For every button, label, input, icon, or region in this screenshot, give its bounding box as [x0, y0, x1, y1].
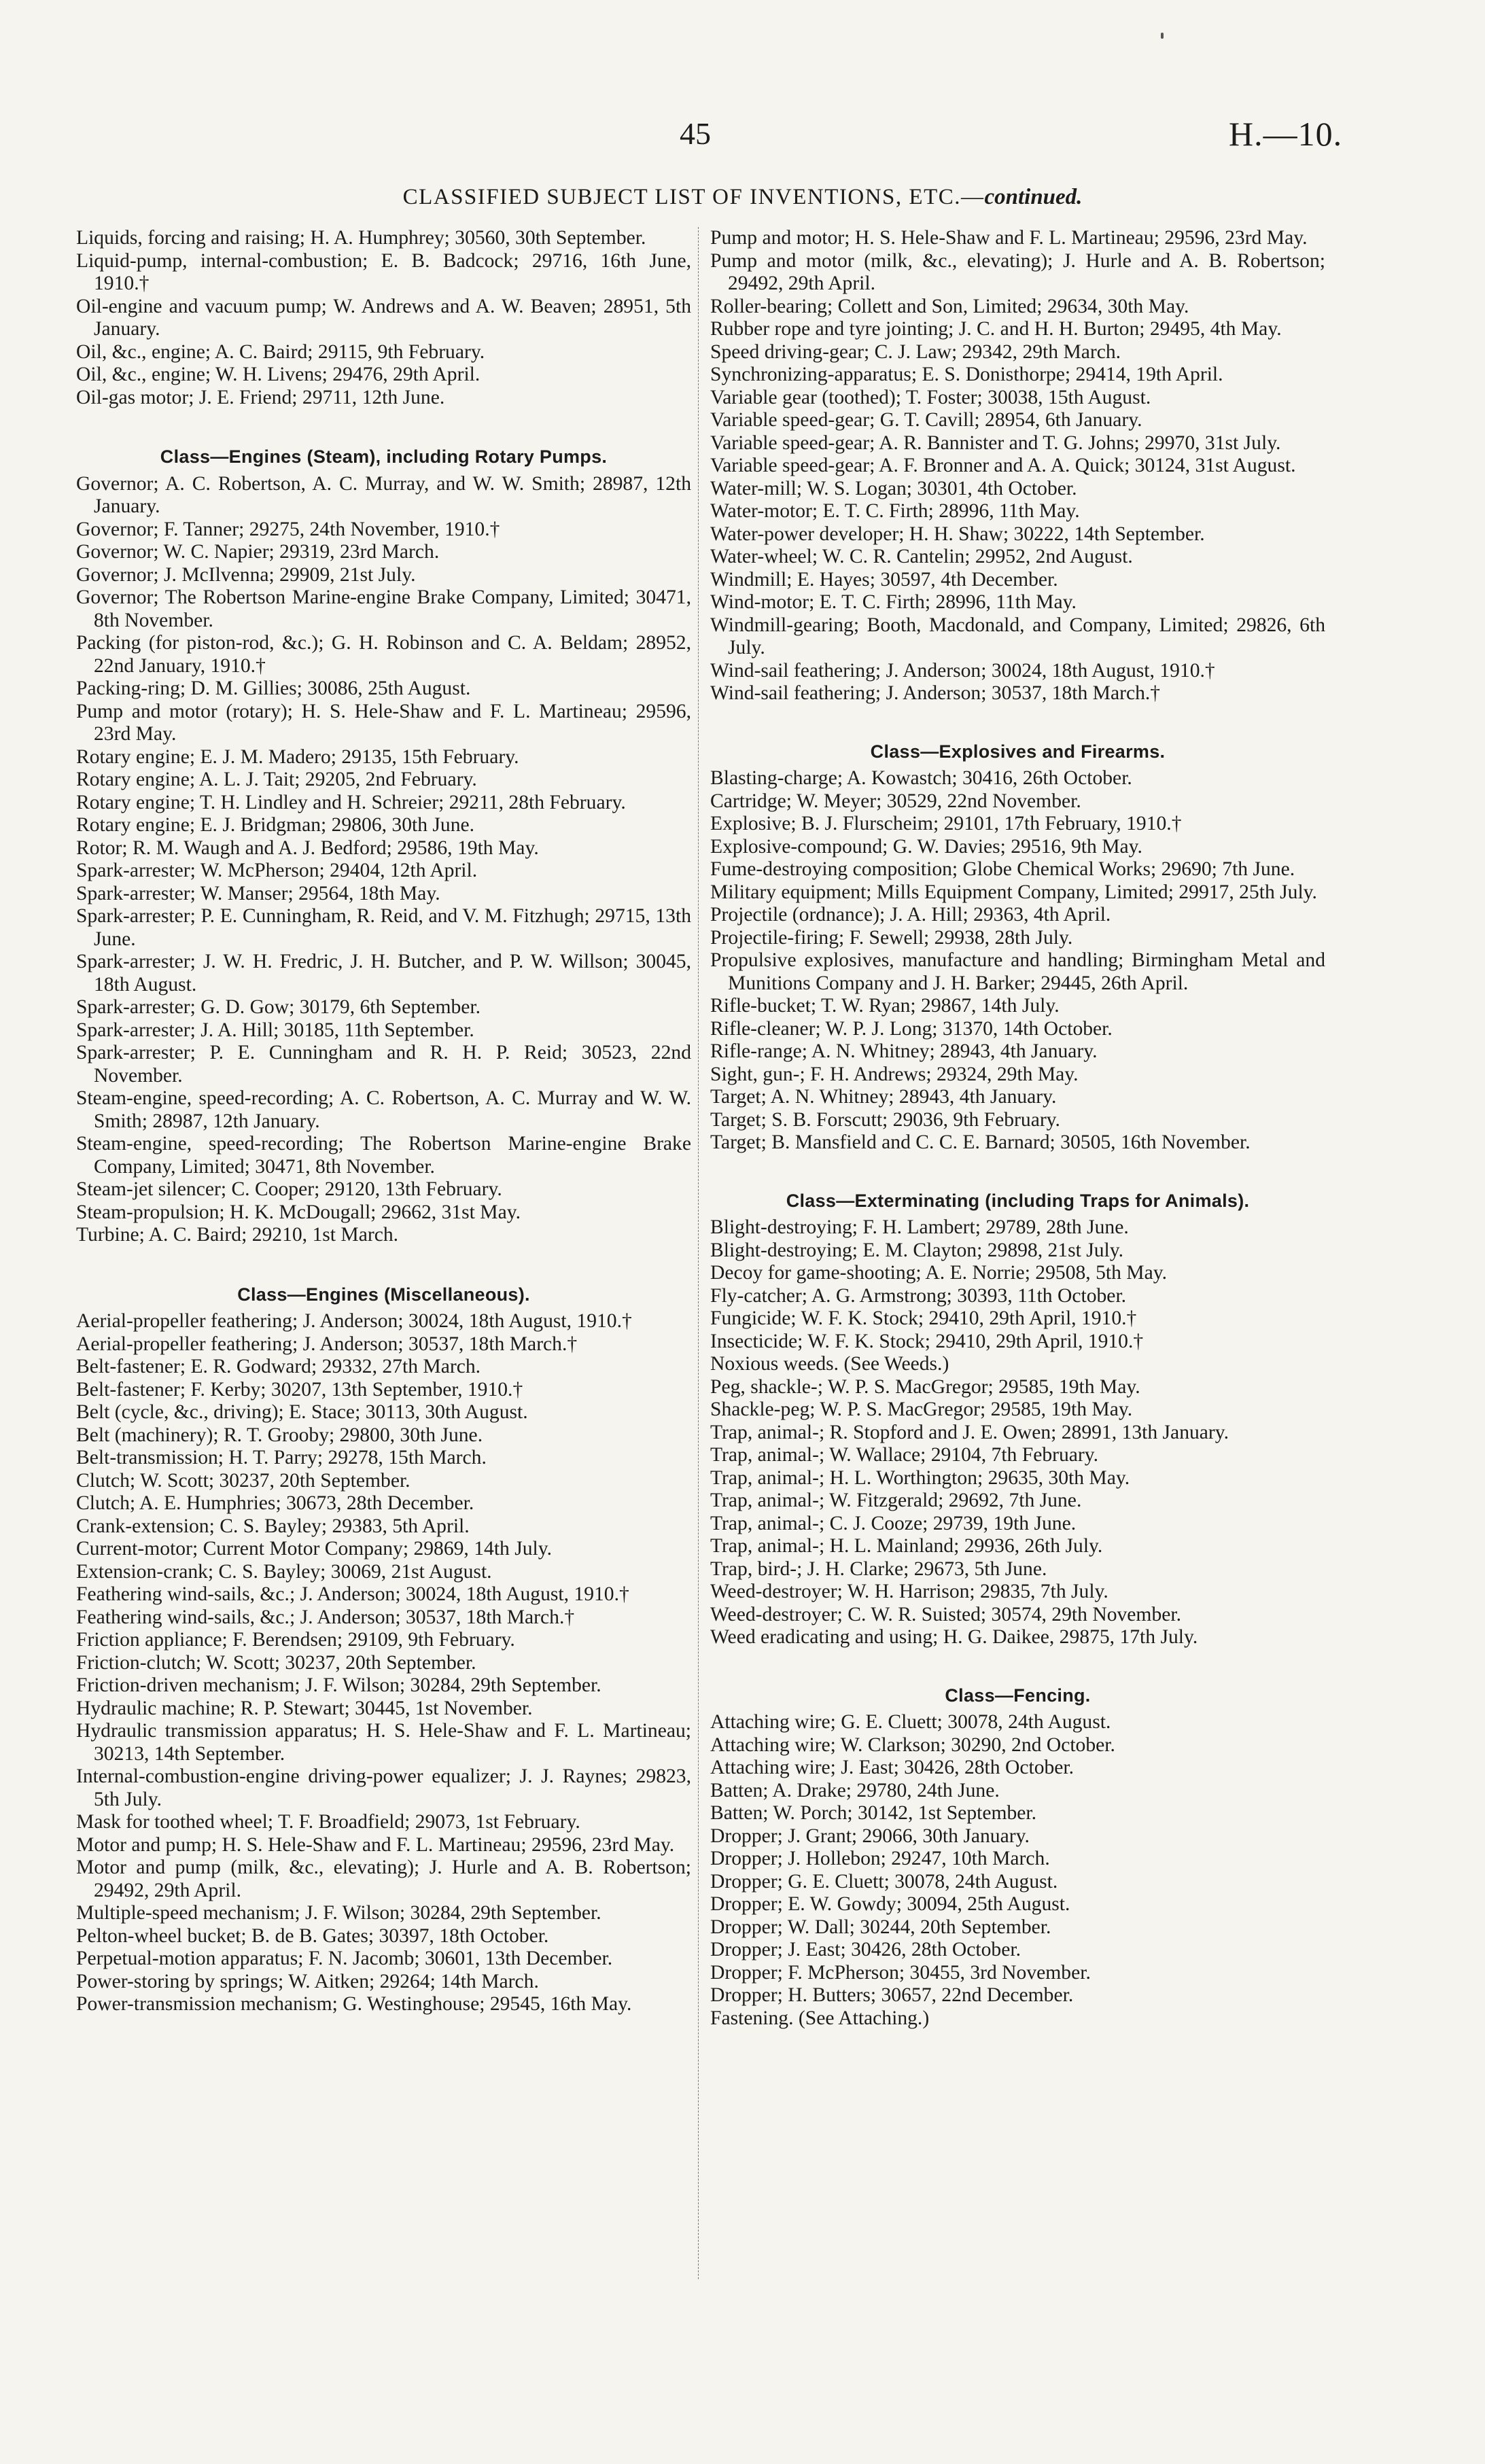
list-item: Oil-engine and vacuum pump; W. Andrews and A. W. Beaven; 28951, 5th January. — [76, 295, 691, 340]
list-item: Weed eradicating and using; H. G. Daikee, 29875, 17th July. — [710, 1626, 1198, 1648]
list-item: Windmill-gearing; Booth, Macdonald, and Company, Limited; 29826, 6th July. — [710, 614, 1325, 658]
list-item: Oil, &c., engine; A. C. Baird; 29115, 9th February. — [76, 340, 485, 363]
list-item: Fly-catcher; A. G. Armstrong; 30393, 11th October. — [710, 1284, 1127, 1307]
list-item: Rotary engine; E. J. M. Madero; 29135, 15th February. — [76, 745, 519, 768]
list-item: Projectile-firing; F. Sewell; 29938, 28th July. — [710, 926, 1073, 949]
list-item: Dropper; G. E. Cluett; 30078, 24th August. — [710, 1870, 1058, 1893]
fencing-list — [710, 1711, 1325, 2030]
list-item: Spark-arrester; W. McPherson; 29404, 12th April. — [76, 860, 478, 881]
list-item: Roller-bearing; Collett and Son, Limited; 29634, 30th May. — [710, 295, 1189, 317]
list-item: Fungicide; W. F. K. Stock; 29410, 29th April, 1910.† — [710, 1307, 1137, 1329]
engines-misc-list — [76, 1310, 691, 2016]
list-item: Rifle-cleaner; W. P. J. Long; 31370, 14th October. — [710, 1017, 1113, 1040]
list-item: Spark-arrester; P. E. Cunningham, R. Reid, and V. M. Fitzhugh; 29715, 13th June. — [76, 905, 691, 950]
list-item: Trap, animal-; W. Fitzgerald; 29692, 7th June. — [710, 1490, 1082, 1511]
list-item: Packing-ring; D. M. Gillies; 30086, 25th August. — [76, 677, 471, 699]
list-item: Belt (machinery); R. T. Grooby; 29800, 30th June. — [76, 1424, 483, 1446]
list-item: Governor; J. McIlvenna; 29909, 21st July. — [76, 563, 416, 586]
left-column — [76, 227, 691, 2016]
subtitle-continued: continued. — [984, 185, 1083, 209]
list-item: Perpetual-motion apparatus; F. N. Jacomb; 30601, 13th December. — [76, 1948, 613, 1969]
list-item: Weed-destroyer; C. W. R. Suisted; 30574, 29th November. — [710, 1603, 1181, 1625]
list-item: Synchronizing-apparatus; E. S. Donisthorpe; 29414, 19th April. — [710, 364, 1223, 385]
list-item: Water-wheel; W. C. R. Cantelin; 29952, 2nd August. — [710, 546, 1133, 567]
list-item: Belt-fastener; F. Kerby; 30207, 13th September, 1910.† — [76, 1378, 523, 1401]
list-item: Propulsive explosives, manufacture and handling; Birmingham Metal and Munitions Company and J. H. Barker; 29445, 26th April. — [710, 949, 1325, 994]
intro-list — [76, 227, 691, 409]
list-item: Dropper; W. Dall; 30244, 20th September. — [710, 1916, 1051, 1938]
list-item: Oil, &c., engine; W. H. Livens; 29476, 29th April. — [76, 364, 481, 385]
list-item: Packing (for piston-rod, &c.); G. H. Robinson and C. A. Beldam; 28952, 22nd January, 1910.† — [76, 632, 691, 677]
list-item: Governor; A. C. Robertson, A. C. Murray, and W. W. Smith; 28987, 12th January. — [76, 472, 691, 517]
list-item: Water-mill; W. S. Logan; 30301, 4th October. — [710, 477, 1077, 499]
list-item: Batten; A. Drake; 29780, 24th June. — [710, 1779, 1000, 1801]
list-item: Motor and pump; H. S. Hele-Shaw and F. L. Martineau; 29596, 23rd May. — [76, 1833, 675, 1856]
page-number: 45 — [680, 116, 711, 151]
list-item: Friction appliance; F. Berendsen; 29109, 9th February. — [76, 1629, 515, 1651]
page-subtitle — [0, 185, 1485, 210]
list-item: Military equipment; Mills Equipment Company, Limited; 29917, 25th July. — [710, 881, 1317, 903]
list-item: Clutch; A. E. Humphries; 30673, 28th December. — [76, 1492, 474, 1514]
column-divider — [698, 227, 699, 2279]
list-item: Explosive-compound; G. W. Davies; 29516, 9th May. — [710, 835, 1142, 858]
list-item: Dropper; J. Grant; 29066, 30th January. — [710, 1825, 1030, 1847]
list-item: Rotary engine; T. H. Lindley and H. Schreier; 29211, 28th February. — [76, 791, 626, 813]
list-item: Governor; The Robertson Marine-engine Brake Company, Limited; 30471, 8th November. — [76, 586, 691, 631]
list-item: Trap, animal-; H. L. Mainland; 29936, 26th July. — [710, 1535, 1103, 1557]
list-item: Pump and motor (rotary); H. S. Hele-Shaw and F. L. Martineau; 29596, 23rd May. — [76, 700, 691, 745]
list-item: Trap, bird-; J. H. Clarke; 29673, 5th June. — [710, 1557, 1047, 1580]
list-item: Steam-jet silencer; C. Cooper; 29120, 13th February. — [76, 1178, 502, 1200]
list-item: Rubber rope and tyre jointing; J. C. and H. H. Burton; 29495, 4th May. — [710, 318, 1282, 340]
list-item: Variable gear (toothed); T. Foster; 30038, 15th August. — [710, 386, 1151, 408]
list-item: Target; A. N. Whitney; 28943, 4th January. — [710, 1086, 1057, 1108]
list-item: Dropper; E. W. Gowdy; 30094, 25th August. — [710, 1893, 1070, 1915]
list-item: Rifle-range; A. N. Whitney; 28943, 4th January. — [710, 1040, 1098, 1062]
list-item: Target; B. Mansfield and C. C. E. Barnard; 30505, 16th November. — [710, 1131, 1251, 1153]
list-item: Windmill; E. Hayes; 30597, 4th December. — [710, 568, 1058, 591]
list-item: Attaching wire; G. E. Cluett; 30078, 24th August. — [710, 1711, 1111, 1733]
list-item: Blight-destroying; F. H. Lambert; 29789, 28th June. — [710, 1216, 1129, 1238]
list-item: Current-motor; Current Motor Company; 29869, 14th July. — [76, 1538, 553, 1560]
list-item: Trap, animal-; W. Wallace; 29104, 7th February. — [710, 1444, 1099, 1466]
list-item: Water-power developer; H. H. Shaw; 30222, 14th September. — [710, 523, 1205, 545]
list-item: Governor; W. C. Napier; 29319, 23rd March. — [76, 541, 440, 563]
list-item: Oil-gas motor; J. E. Friend; 29711, 12th June. — [76, 386, 445, 408]
list-item: Decoy for game-shooting; A. E. Norrie; 29508, 5th May. — [710, 1262, 1168, 1284]
list-item: Trap, animal-; R. Stopford and J. E. Owen; 28991, 13th January. — [710, 1421, 1229, 1443]
list-item: Rotary engine; A. L. J. Tait; 29205, 2nd February. — [76, 769, 477, 790]
list-item: Multiple-speed mechanism; J. F. Wilson; 30284, 29th September. — [76, 1902, 601, 1924]
list-item: Weed-destroyer; W. H. Harrison; 29835, 7th July. — [710, 1581, 1108, 1602]
class-heading-fencing: Class—Fencing. — [945, 1685, 1091, 1706]
list-item: Dropper; J. Hollebon; 29247, 10th March. — [710, 1848, 1050, 1869]
list-item: Trap, animal-; C. J. Cooze; 29739, 19th June. — [710, 1512, 1077, 1534]
list-item: Liquid-pump, internal-combustion; E. B. Badcock; 29716, 16th June, 1910.† — [76, 249, 691, 294]
list-item: Wind-sail feathering; J. Anderson; 30024, 18th August, 1910.† — [710, 659, 1215, 682]
list-item: Blasting-charge; A. Kowastch; 30416, 26th October. — [710, 767, 1132, 789]
list-item: Belt-transmission; H. T. Parry; 29278, 15th March. — [76, 1447, 487, 1468]
list-item: Noxious weeds. (See Weeds.) — [710, 1353, 949, 1375]
list-item: Peg, shackle-; W. P. S. MacGregor; 29585, 19th May. — [710, 1375, 1140, 1398]
list-item: Water-motor; E. T. C. Firth; 28996, 11th May. — [710, 500, 1080, 522]
list-item: Feathering wind-sails, &c.; J. Anderson; 30537, 18th March.† — [76, 1606, 575, 1628]
list-item: Liquids, forcing and raising; H. A. Humphrey; 30560, 30th September. — [76, 227, 646, 249]
list-item: Attaching wire; W. Clarkson; 30290, 2nd October. — [710, 1733, 1115, 1756]
list-item: Blight-destroying; E. M. Clayton; 29898, 21st July. — [710, 1239, 1124, 1261]
list-item: Friction-driven mechanism; J. F. Wilson; 30284, 29th September. — [76, 1674, 601, 1696]
list-item: Belt (cycle, &c., driving); E. Stace; 30113, 30th August. — [76, 1401, 528, 1423]
list-item: Pump and motor; H. S. Hele-Shaw and F. L. Martineau; 29596, 23rd May. — [710, 227, 1308, 249]
list-item: Pelton-wheel bucket; B. de B. Gates; 30397, 18th October. — [76, 1924, 549, 1947]
list-item: Spark-arrester; W. Manser; 29564, 18th May. — [76, 882, 440, 904]
list-item: Batten; W. Porch; 30142, 1st September. — [710, 1802, 1037, 1824]
list-item: Rotary engine; E. J. Bridgman; 29806, 30th June. — [76, 814, 475, 836]
class-heading-exterminating: Class—Exterminating (including Traps for Animals). — [786, 1190, 1250, 1211]
list-item: Fastening. (See Attaching.) — [710, 2007, 930, 2029]
list-item: Fume-destroying composition; Globe Chemical Works; 29690; 7th June. — [710, 858, 1295, 880]
list-item: Motor and pump (milk, &c., elevating); J. Hurle and A. B. Robertson; 29492, 29th April. — [76, 1856, 691, 1901]
list-item: Insecticide; W. F. K. Stock; 29410, 29th April, 1910.† — [710, 1330, 1144, 1352]
list-item: Dropper; J. East; 30426, 28th October. — [710, 1939, 1021, 1960]
list-item: Explosive; B. J. Flurscheim; 29101, 17th February, 1910.† — [710, 813, 1182, 834]
list-item: Extension-crank; C. S. Bayley; 30069, 21st August. — [76, 1560, 492, 1583]
list-item: Aerial-propeller feathering; J. Anderson; 30537, 18th March.† — [76, 1333, 578, 1355]
list-item: Variable speed-gear; A. R. Bannister and T. G. Johns; 29970, 31st July. — [710, 432, 1281, 454]
list-item: Attaching wire; J. East; 30426, 28th October. — [710, 1757, 1075, 1778]
list-item: Projectile (ordnance); J. A. Hill; 29363, 4th April. — [710, 904, 1111, 926]
list-item: Belt-fastener; E. R. Godward; 29332, 27th March. — [76, 1356, 481, 1377]
list-item: Wind-motor; E. T. C. Firth; 28996, 11th May. — [710, 591, 1077, 613]
page-header — [0, 109, 1485, 163]
class-heading-explosives: Class—Explosives and Firearms. — [870, 741, 1166, 762]
list-item: Internal-combustion-engine driving-power equalizer; J. J. Raynes; 29823, 5th July. — [76, 1765, 691, 1810]
list-item: Friction-clutch; W. Scott; 30237, 20th September. — [76, 1651, 476, 1674]
list-item: Trap, animal-; H. L. Worthington; 29635, 30th May. — [710, 1466, 1130, 1489]
list-item: Steam-engine, speed-recording; A. C. Robertson, A. C. Murray and W. W. Smith; 28987, 12th January. — [76, 1087, 691, 1132]
page-speck — [1161, 33, 1164, 39]
subtitle-main: CLASSIFIED SUBJECT LIST OF INVENTIONS, ETC.— — [402, 185, 985, 209]
list-item: Spark-arrester; G. D. Gow; 30179, 6th September. — [76, 996, 481, 1018]
list-item: Rotor; R. M. Waugh and A. J. Bedford; 29586, 19th May. — [76, 837, 539, 859]
list-item: Variable speed-gear; G. T. Cavill; 28954, 6th January. — [710, 409, 1142, 431]
list-item: Variable speed-gear; A. F. Bronner and A. A. Quick; 30124, 31st August. — [710, 455, 1296, 476]
list-item: Power-storing by springs; W. Aitken; 29264; 14th March. — [76, 1970, 539, 1992]
list-item: Wind-sail feathering; J. Anderson; 30537, 18th March.† — [710, 682, 1161, 704]
list-item: Dropper; H. Butters; 30657, 22nd December. — [710, 1984, 1074, 2006]
intro-list-right — [710, 227, 1325, 705]
list-item: Steam-propulsion; H. K. McDougall; 29662, 31st May. — [76, 1201, 521, 1223]
list-item: Power-transmission mechanism; G. Westinghouse; 29545, 16th May. — [76, 1993, 632, 2015]
list-item: Shackle-peg; W. P. S. MacGregor; 29585, 19th May. — [710, 1398, 1133, 1420]
exterminating-list — [710, 1216, 1325, 1649]
list-item: Sight, gun-; F. H. Andrews; 29324, 29th May. — [710, 1063, 1079, 1085]
list-item: Steam-engine, speed-recording; The Robertson Marine-engine Brake Company, Limited; 30471, 8th November. — [76, 1133, 691, 1178]
list-item: Hydraulic machine; R. P. Stewart; 30445, 1st November. — [76, 1697, 533, 1719]
list-item: Aerial-propeller feathering; J. Anderson; 30024, 18th August, 1910.† — [76, 1310, 632, 1332]
list-item: Cartridge; W. Meyer; 30529, 22nd November. — [710, 790, 1081, 812]
document-reference: H.—10. — [1229, 115, 1343, 153]
list-item: Governor; F. Tanner; 29275, 24th November, 1910.† — [76, 518, 500, 540]
class-heading-engines-steam: Class—Engines (Steam), including Rotary Pumps. — [160, 446, 608, 467]
list-item: Rifle-bucket; T. W. Ryan; 29867, 14th July. — [710, 995, 1060, 1017]
right-column — [710, 227, 1325, 2030]
list-item: Spark-arrester; J. W. H. Fredric, J. H. Butcher, and P. W. Willson; 30045, 18th August. — [76, 951, 691, 996]
list-item: Spark-arrester; P. E. Cunningham and R. H. P. Reid; 30523, 22nd November. — [76, 1042, 691, 1087]
list-item: Feathering wind-sails, &c.; J. Anderson; 30024, 18th August, 1910.† — [76, 1583, 629, 1605]
list-item: Clutch; W. Scott; 30237, 20th September. — [76, 1469, 410, 1492]
engines-steam-list — [76, 473, 691, 1247]
explosives-list — [710, 767, 1325, 1155]
list-item: Crank-extension; C. S. Bayley; 29383, 5th April. — [76, 1515, 470, 1537]
list-item: Speed driving-gear; C. J. Law; 29342, 29th March. — [710, 340, 1121, 363]
list-item: Hydraulic transmission apparatus; H. S. Hele-Shaw and F. L. Martineau; 30213, 14th September. — [76, 1720, 691, 1765]
list-item: Target; S. B. Forscutt; 29036, 9th February. — [710, 1108, 1060, 1131]
list-item: Turbine; A. C. Baird; 29210, 1st March. — [76, 1224, 399, 1246]
list-item: Spark-arrester; J. A. Hill; 30185, 11th September. — [76, 1019, 474, 1041]
list-item: Mask for toothed wheel; T. F. Broadfield; 29073, 1st February. — [76, 1811, 580, 1833]
class-heading-engines-misc: Class—Engines (Miscellaneous). — [237, 1284, 530, 1305]
list-item: Pump and motor (milk, &c., elevating); J. Hurle and A. B. Robertson; 29492, 29th April. — [710, 249, 1325, 294]
list-item: Dropper; F. McPherson; 30455, 3rd November. — [710, 1961, 1091, 1984]
